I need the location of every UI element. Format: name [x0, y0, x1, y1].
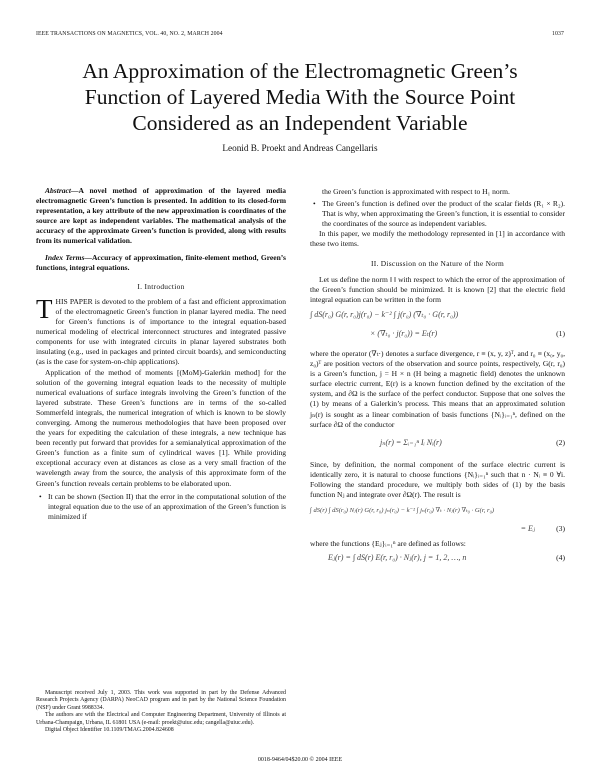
paper-title	[0, 58, 600, 136]
equation-number: (3)	[556, 524, 565, 534]
bullet-list	[36, 492, 286, 522]
paragraph-modify: In this paper, we modify the methodology represented in [1] in accordance with these two items.	[310, 229, 565, 249]
title-line: Considered as an Independent Variable	[132, 111, 468, 135]
footnote-doi: Digital Object Identifier 10.1109/TMAG.2004.824608	[45, 727, 174, 734]
section-heading-norm: II. Discussion on the Nature of the Norm	[370, 258, 505, 268]
paragraph-norm: Let us define the norm ‖ ‖ with respect to which the error of the approximation of the Green’s function should be minimized. It is known [2] that the electric field integral equation can be written in the form	[310, 274, 565, 304]
equation-number: (1)	[556, 328, 565, 338]
bullet-continuation: the Green’s function is approximated with respect to H₁ norm.	[322, 187, 510, 196]
equation-2: jₙ(r) = Σᵢ₌₁ⁿ Iᵢ Nᵢ(r) (2)	[380, 437, 565, 447]
footnote	[36, 690, 286, 734]
title-line: Function of Layered Media With the Source Point	[84, 85, 516, 109]
right-column	[310, 187, 565, 565]
bullet-item: • It can be shown (Section II) that the error in the computational solution of the integral equation due to the use of an approximation of the Green’s function is minimized if	[36, 492, 286, 522]
equation-3b: = Eⱼ (3)	[520, 524, 565, 534]
drop-cap: T	[36, 293, 53, 324]
authors: Leonid B. Proekt and Andreas Cangellaris	[222, 143, 378, 153]
equation-1a: ∫ dS(r₀) G(r, r₀)j(r₀) − k⁻² ∫ j(r₀) (∇ₜ₀ · G(r, r₀))	[310, 309, 459, 319]
bullet-list-2	[310, 199, 565, 229]
section-heading-introduction: I. Introduction	[137, 281, 185, 291]
page-number: 1037	[552, 31, 564, 37]
equation-number: (2)	[556, 437, 565, 447]
equation-4: Eⱼ(r) = ∫ dS(r) E(r, r₀) · Nⱼ(r), j = 1, 2, …, n (4)	[328, 553, 565, 563]
paragraph-where: where the operator (∇ₜ·) denotes a surface divergence, r ≡ (x, y, z)ᵀ, and r₀ ≡ (x₀, y₀, z₀)ᵀ are position vectors of the observation and source points, respectively, G(r, r₀) is a Green’s function, j = H × n (H being a magnetic field) denotes the unknown surface electric current, E(r) is a known function defined by the excitation of the system, and ∂Ω is the surface of the perfect conductor. Suppose that one solves the (1) by means of a Galerkin’s process. This means that an approximated solution jₙ(r) is sought as a linear combination of basis functions {Nᵢ}ᵢ₌₁ⁿ, defined on the surface ∂Ω of the conductor	[310, 348, 565, 429]
abstract-label: Abstract—	[45, 186, 79, 195]
equation-3a: ∫ dS(r) ∫ dS(r₀) Nⱼ(r) G(r, r₀) jₙ(r₀) − k⁻² ∫ jₙ(r₀) ∇ₜ · Nⱼ(r) ∇ₜ₀ · G(r, r₀)	[310, 507, 495, 515]
equation-number: (4)	[556, 553, 565, 563]
running-header: IEEE TRANSACTIONS ON MAGNETICS, VOL. 40, NO. 2, MARCH 2004	[36, 31, 223, 37]
equation-1b: × (∇ₜ₀ · j(r₀)) = Eₜ(r) (1)	[370, 328, 565, 338]
index-terms	[36, 253, 286, 273]
left-column	[36, 186, 286, 522]
index-terms-label: Index Terms—	[45, 252, 92, 262]
paragraph-since: Since, by definition, the normal component of the surface electric current is identically zero, it is natural to choose functions {Nᵢ}ᵢ₌₁ⁿ such that n · Nᵢ ≡ 0 ∀i. Following the standard procedure, we multiply both sides of (1) by the basis function Nⱼ and integrate over ∂Ω(r). The result is	[310, 459, 565, 499]
abstract	[36, 186, 286, 247]
abstract-text: A novel method of approximation of the layered media electromagnetic Green’s function is presented. In addition to its closed-form representation, a key attribute of the new approximation is coordinates of the source are kept as independent variables. The mathematical analysis of the accuracy of the approximate Green’s function is provided, along with results from its numerical validation.	[36, 186, 286, 246]
paragraph-functions: where the functions {Eⱼ}ᵢ₌₁ⁿ are defined as follows:	[310, 539, 466, 549]
footnote-affiliation: The authors are with the Electrical and Computer Engineering Department, University of Illinois at Urbana-Champaign, Urbana, IL 61801 USA (e-mail: proekt@uiuc.edu; cangella@uiuc.edu).	[36, 712, 286, 726]
intro-paragraph-2: Application of the method of moments [(MoM)-Galerkin method] for the solution of the governing integral equation leads to the necessity of multiple numerical evaluations of surface integrals involving the Green’s function of the layered substrate. These Green’s functions are in terms of the so-called Sommerfeld integrals, the numerical integration of which is known to be slowly converging. Among the numerous methodologies that have been proposed over the years for expediting the calculation of these integrals, a new technique has been recently put forward that provides for a semianalytical approximation of the Green’s function as a finite sum of cylindrical waves [1]. While providing exceptional accuracy even at distances as close as a very small fraction of the wavelength away from the source, the analysis of this approximate form of the Green’s function reveals certain problems to be elaborated upon.	[36, 367, 286, 488]
index-terms-text: Accuracy of approximation, finite-element method, Green’s functions, integral equations.	[36, 252, 286, 272]
title-line: An Approximation of the Electromagnetic Green’s	[82, 59, 518, 83]
bullet-item: • The Green’s function is defined over the product of the scalar fields (R₁ × R₂). That is why, when approximating the Green’s function, it is essential to consider the coordinates of the source as independent variables.	[310, 199, 565, 229]
intro-paragraph-1: THIS PAPER is devoted to the problem of a fast and efficient approximation of the electromagnetic Green’s function in planar layered media. The need for Green’s functions is of importance to the integral equation-based numerical modeling of electrical interconnect structures and integrated passive components for use with integrated circuits in planar layered substrates both insulating (e.g., used in packages and printed circuit boards), and semiconducting (as is the case for system-on-chip applications).	[36, 293, 286, 367]
copyright-footer: 0018-9464/04$20.00 © 2004 IEEE	[257, 757, 343, 763]
footnote-received: Manuscript received July 1, 2003. This work was supported in part by the Defense Advanced Research Projects Agency (DARPA) NeoCAD program and in part by the National Science Foundation (NSF) under Grant 9988334.	[36, 690, 286, 711]
